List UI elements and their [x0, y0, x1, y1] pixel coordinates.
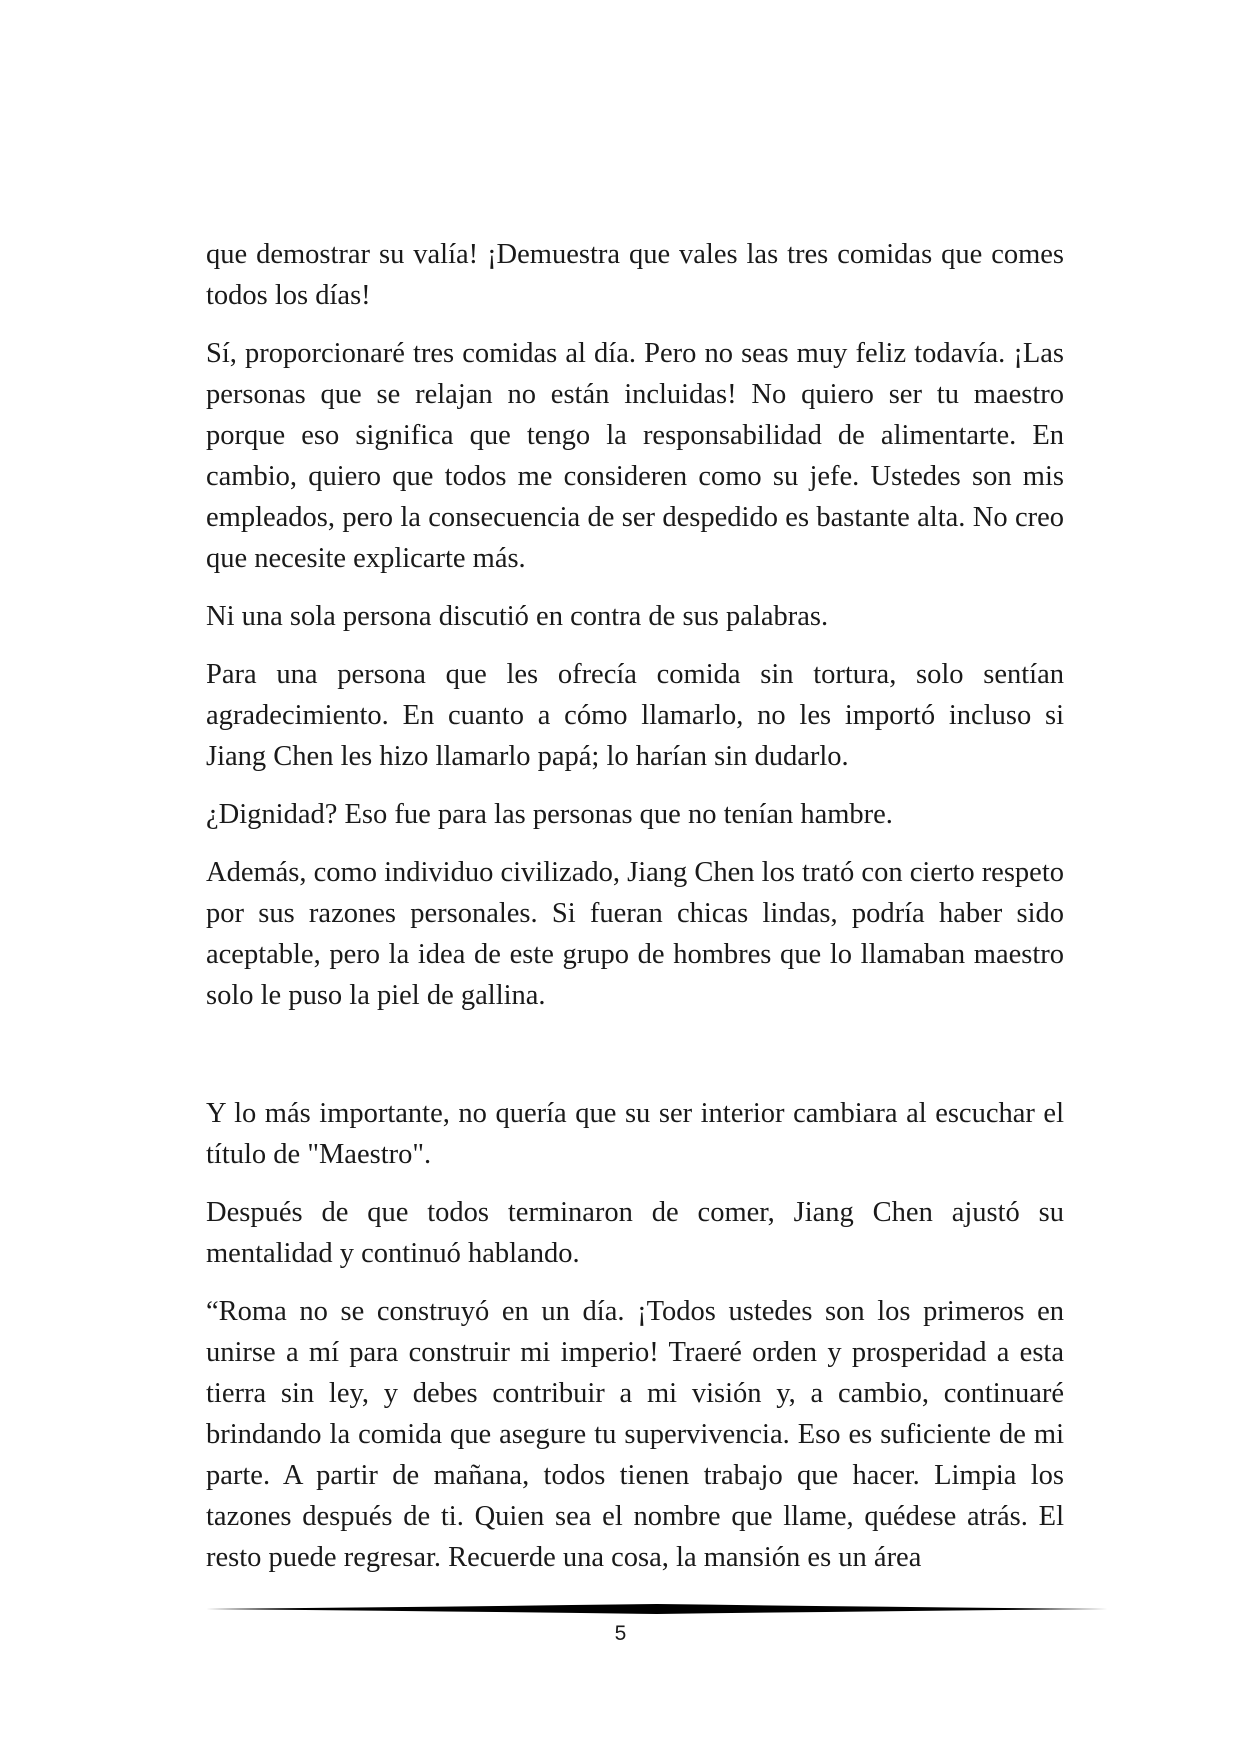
- paragraph: “Roma no se construyó en un día. ¡Todos ustedes son los primeros en unirse a mí para construir mi imperio! Traeré orden y prosperidad a esta tierra sin ley, y debes contribuir a mi visión y, a cambio, continuaré brindando la comida que asegure tu supervivencia. Eso es suficiente de mi parte. A partir de mañana, todos tienen trabajo que hacer. Limpia los tazones después de ti. Quien sea el nombre que llame, quédese atrás. El resto puede regresar. Recuerde una cosa, la mansión es un área: [206, 1296, 1064, 1573]
- paragraph: Sí, proporcionaré tres comidas al día. Pero no seas muy feliz todavía. ¡Las personas que se relajan no están incluidas! No quiero ser tu maestro porque eso significa que tengo la responsabilidad de alimentarte. En cambio, quiero que todos me consideren como su jefe. Ustedes son mis empleados, pero la consecuencia de ser despedido es bastante alta. No creo que necesite explicarte más.: [206, 338, 1064, 574]
- paragraph: ¿Dignidad? Eso fue para las personas que no tenían hambre.: [206, 799, 893, 830]
- paragraph: Después de que todos terminaron de comer, Jiang Chen ajustó su mentalidad y continuó hablando.: [206, 1197, 1064, 1269]
- paragraph: Para una persona que les ofrecía comida sin tortura, solo sentían agradecimiento. En cuanto a cómo llamarlo, no les importó incluso si Jiang Chen les hizo llamarlo papá; lo harían sin dudarlo.: [206, 659, 1064, 772]
- paragraph: Ni una sola persona discutió en contra de sus palabras.: [206, 601, 829, 632]
- page-number: 5: [614, 1622, 627, 1645]
- body-text: [206, 234, 1064, 1595]
- footer-rule: [206, 1602, 1108, 1616]
- paragraph: Además, como individuo civilizado, Jiang Chen los trató con cierto respeto por sus razones personales. Si fueran chicas lindas, podría haber sido aceptable, pero la idea de este grupo de hombres que lo llamaban maestro solo le puso la piel de gallina.: [206, 857, 1064, 1011]
- paragraph: Y lo más importante, no quería que su ser interior cambiara al escuchar el título de "Maestro".: [206, 1098, 1064, 1170]
- paragraph: que demostrar su valía! ¡Demuestra que vales las tres comidas que comes todos los días!: [206, 239, 1064, 311]
